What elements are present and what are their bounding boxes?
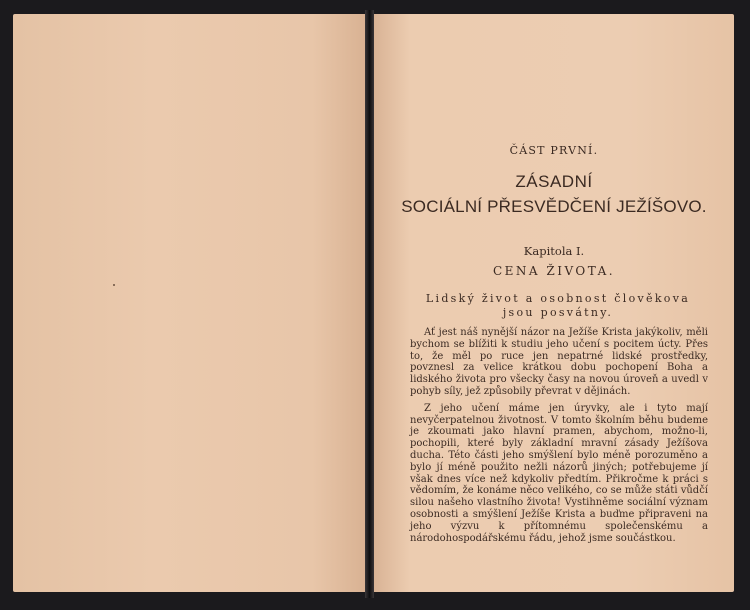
paragraph-2: Z jeho učení máme jen úryvky, ale i tyto mají nevyčerpatelnou životnost. V tomto školním běhu budeme je zkoumati jako hlavní pramen, abychom, možno-li, pochopili, které byly základní mravní zásady Ježíšova ducha. Této části jeho smýšlení bylo méně porozuměno a bylo jí méně použito nežli názorů jiných; potřebujeme jí však dnes více než kdykoliv předtím. Přikročme k práci s vědomím, že konáme něco velikého, co se může státi vůdčí silou našeho vlastního života! Vystihněme sociální význam osobnosti a smýšlení Ježíše Krista a buďme připraveni na jeho výzvu k přítomnému společenskému a národohospodářskému řádu, jehož jsme součástkou. bbox=[410, 402, 708, 544]
chapter-subtitle: Lidský život a osobnost člověkova jsou posvátny. bbox=[425, 292, 691, 319]
paragraph-1: Ať jest náš nynější názor na Ježíše Krista jakýkoliv, měli bychom se blížiti k studiu jeho učení s pocitem úcty. Přes to, že měl po ruce jen nepatrné lidské prostředky, povznesl za velice krátkou dobu pochopení Boha a lidského života pro všecky časy na novou úroveň a uvedl v pohyb síly, jež způsobily převrat v dějinách. bbox=[410, 327, 708, 397]
left-page-blank bbox=[13, 14, 365, 592]
right-page bbox=[374, 14, 734, 592]
chapter-label: Kapitola I. bbox=[523, 244, 585, 258]
body-text bbox=[410, 327, 708, 549]
main-title-line-2: SOCIÁLNÍ PŘESVĚDČENÍ JEŽÍŠOVO. bbox=[401, 197, 707, 216]
paper-speck bbox=[113, 284, 115, 286]
chapter-title: CENA ŽIVOTA. bbox=[492, 264, 616, 278]
part-title: ČÁST PRVNÍ. bbox=[509, 144, 599, 157]
book-gutter bbox=[365, 10, 374, 598]
main-title-line-1: ZÁSADNÍ bbox=[515, 172, 593, 191]
